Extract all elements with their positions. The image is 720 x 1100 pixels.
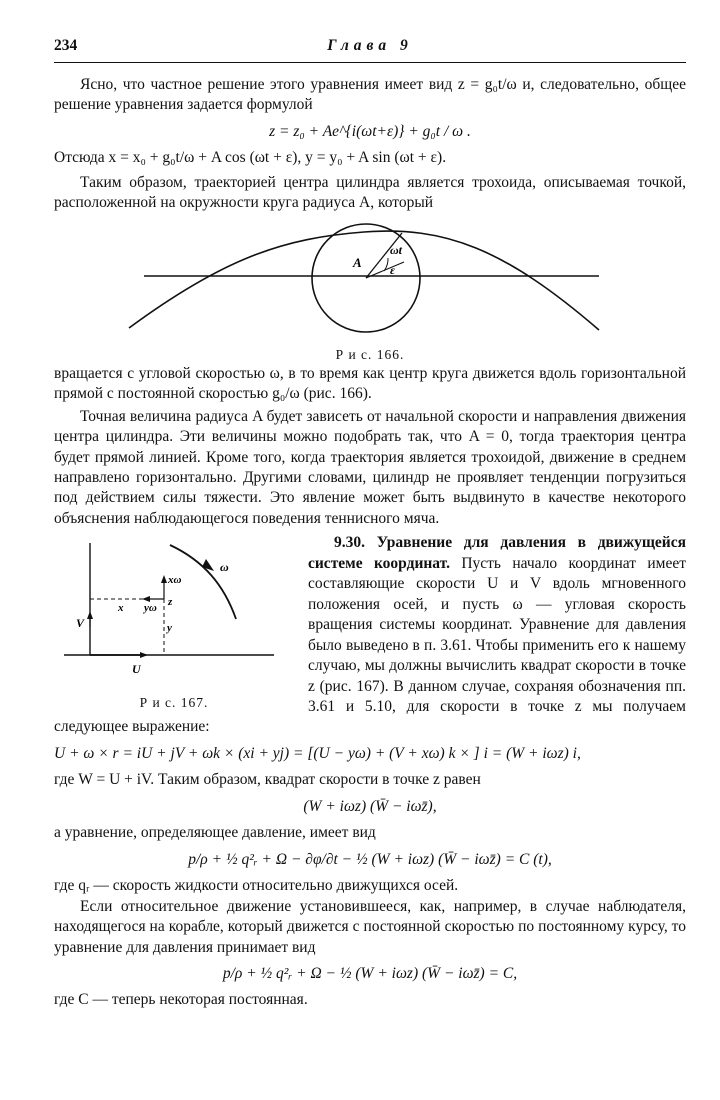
paragraph-5: Пусть начало координат имеет составляющие скорости U и V вдоль мгновенного положения осей, и пусть ω — угловая скорость вращения системы координат. Уравнение для давления было выведено в п. 3.61. Чтобы применить его к нашему случаю, мы должны вычислить квадрат скорости в точке z (рис. 167). В данном случае, сохраняя обозначения пп. 3.61 и 5.10, для скорости в точке z мы получаем следующее выражение: — [54, 554, 686, 736]
label-V: V — [76, 616, 85, 631]
page — [54, 36, 686, 1086]
label-epsilon: ε — [390, 262, 395, 277]
V-arrowhead — [87, 611, 93, 619]
label-yw: yω — [144, 602, 157, 615]
paragraph-7: а уравнение, определяющее давление, имеет вид — [54, 824, 376, 842]
paragraph-3: вращается с угловой скоростью ω, в то время как центр круга движется вдоль горизонтальной прямой с постоянной скоростью g₀/ω (рис. 166). — [54, 364, 686, 403]
trochoid-curve — [129, 231, 599, 330]
label-xw: xω — [168, 574, 182, 587]
paragraph-1: Ясно, что частное решение этого уравнения имеет вид z = g₀t/ω и, следовательно, общее решение уравнения задается формулой — [54, 76, 686, 114]
equation-general-solution: z = z₀ + Ae^{i(ωt+ε)} + g₀t / ω . — [269, 122, 471, 140]
section-title: 9.30. Уравнение для давления в движущейся системе координат. — [308, 534, 686, 572]
paragraph-10: где C — теперь некоторая постоянная. — [54, 991, 308, 1009]
figure-166 — [54, 218, 686, 363]
label-U: U — [132, 662, 141, 677]
label-omega-t: ωt — [390, 242, 403, 257]
paragraph-4: Точная величина радиуса A будет зависеть от начальной скорости и направления движения центра цилиндра. Эти величины можно подобрать так, что A = 0, тогда траектория центра будет прямой линией. Кроме того, когда траектория является трохоидой, движение в среднем направлено горизонтально. Другими словами, цилиндр не проявляет тенденции погрузиться под действием силы тяжести. Это явление может быть выдвинуто в качестве некоторого объяснения наблюдающегося поведения теннисного мяча. — [54, 407, 686, 527]
label-z: z — [168, 596, 173, 609]
label-y: y — [167, 622, 172, 635]
paragraph-4-lead — [54, 407, 686, 530]
equation-pressure-steady: p/ρ + ½ q²ᵣ + Ω − ½ (W + iωz) (W̄ − iωz̄) = C, — [222, 964, 518, 982]
figure-166-caption: Р и с. 166. — [335, 347, 405, 363]
trochoid-diagram — [54, 218, 686, 338]
equation-velocity: U + ω × r = iU + jV + ωk × (xi + yj) = [(U − yω) + (V + xω) k × ] i = (W + iωz) i, — [54, 744, 581, 762]
figure-167 — [54, 535, 294, 711]
label-A: A — [353, 254, 362, 270]
equation-speed-squared: (W + iωz) (W̄ − iωz̄), — [303, 797, 437, 815]
U-arrowhead — [140, 652, 148, 658]
moving-axes-diagram — [54, 535, 284, 685]
figure-167-caption: Р и с. 167. — [139, 694, 209, 710]
label-omega: ω — [220, 560, 229, 575]
equation-xy: Отсюда x = x₀ + g₀t/ω + A cos (ωt + ε), y = y₀ + A sin (ωt + ε). — [54, 149, 447, 167]
label-x: x — [118, 602, 124, 615]
page-number: 234 — [54, 37, 78, 54]
paragraph-6: где W = U + iV. Таким образом, квадрат скорости в точке z равен — [54, 771, 481, 789]
page-header — [54, 36, 686, 63]
paragraph-8: где qᵣ — скорость жидкости относительно движущихся осей. — [54, 877, 459, 895]
running-title: Глава 9 — [327, 37, 413, 54]
paragraph-2: Таким образом, траекторией центра цилиндра является трохоида, описываемая точкой, расположенной на окружности круга радиуса A, который — [54, 173, 686, 212]
equation-pressure: p/ρ + ½ q²ᵣ + Ω − ∂φ/∂t − ½ (W + iωz) (W̄ − iωz̄) = C (t), — [188, 850, 552, 868]
xw-arrowhead — [161, 575, 167, 583]
paragraph-9: Если относительное движение установившееся, как, например, в случае наблюдателя, находящегося на корабле, который движется с постоянной скоростью по постоянному курсу, то уравнение для давления принимает вид — [54, 897, 686, 956]
rotation-arrowhead — [202, 559, 214, 571]
